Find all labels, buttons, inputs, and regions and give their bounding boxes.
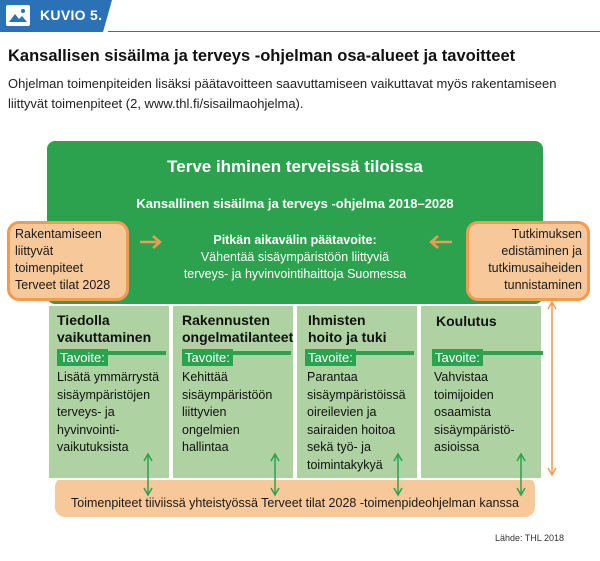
goal-text-line: sisäympäristö- xyxy=(434,422,515,437)
goal-text-line: hallintaa xyxy=(182,440,229,454)
column-title-line: vaikuttaminen xyxy=(57,329,152,345)
goal-label: Tavoite: xyxy=(57,349,108,366)
cooperation-text: Toimenpiteet tiiviissä yhteistyössä Terveet tilat 2028 -toimenpideohjelman kanssa xyxy=(71,496,519,510)
box-text-line: tunnistaminen xyxy=(504,278,582,292)
goal-text-line: toimijoiden xyxy=(434,387,494,402)
goal-text-line: Kehittää xyxy=(182,370,228,384)
main-title: Terve ihminen terveissä tiloissa xyxy=(167,157,423,176)
goal-text-line: hyvinvointi- xyxy=(57,422,120,437)
figure-subtitle: Ohjelman toimenpiteiden lisäksi päätavoitteen saavuttamiseen vaikuttavat myös rakentamiseen liittyvät toimenpiteet (2, www.thl.fi/sisailmaohjelma). xyxy=(8,76,557,111)
column-title-line: ongelmatilanteet xyxy=(182,329,294,345)
box-text-line: edistäminen ja xyxy=(501,244,582,258)
goal-text-line: liittyvien xyxy=(182,405,227,419)
source-note: Lähde: THL 2018 xyxy=(494,533,564,543)
arrow-right-icon xyxy=(140,236,160,248)
goal-text-line: sairaiden hoitoa xyxy=(307,422,396,437)
double-arrow-vertical-icon xyxy=(144,454,152,495)
program-name: Kansallinen sisäilma ja terveys -ohjelma 2018–2028 xyxy=(136,196,454,211)
box-text-line: Tutkimuksen xyxy=(511,227,582,241)
goal-text-line: osaamista xyxy=(434,405,491,419)
box-text-line: tutkimusaiheiden xyxy=(488,261,582,275)
goal-text-line: vaikutuksista xyxy=(57,440,129,454)
goal-text-line: Parantaa xyxy=(307,370,358,384)
column-title-line: Ihmisten xyxy=(308,312,366,328)
goal-line: terveys- ja hyvinvointihaittoja Suomessa xyxy=(183,267,407,281)
column-title-line: Tiedolla xyxy=(57,312,110,328)
box-text-line: Rakentamiseen xyxy=(15,227,102,241)
figure-number: KUVIO 5. xyxy=(40,7,103,23)
goal-text-line: toimintakykyä xyxy=(307,457,383,472)
goal-label: Tavoite: xyxy=(305,349,356,366)
goal-label: Tavoite: xyxy=(182,349,233,366)
goal-text-line: terveys- ja xyxy=(57,405,115,419)
goal-text-line: sisäympäristöissä xyxy=(307,387,406,402)
double-arrow-vertical-icon xyxy=(394,454,402,495)
box-text-line: Terveet tilat 2028 xyxy=(15,278,111,292)
goal-text-line: sisäympäristöjen xyxy=(57,387,151,402)
column-title-line: Koulutus xyxy=(436,313,497,329)
double-arrow-vertical-icon xyxy=(517,454,525,495)
goal-text-line: sisäympäristöön xyxy=(182,387,273,402)
goal-text-line: asioissa xyxy=(434,440,480,454)
box-text-line: toimenpiteet xyxy=(15,261,84,275)
goal-text-line: oireilevien ja xyxy=(307,405,377,419)
goal-text-line: ongelmien xyxy=(182,422,240,437)
double-arrow-vertical-icon xyxy=(548,302,556,475)
goal-text-line: sekä työ- ja xyxy=(307,440,371,454)
double-arrow-vertical-icon xyxy=(271,454,279,495)
column-title-line: hoito ja tuki xyxy=(308,329,387,345)
arrow-left-icon xyxy=(431,236,452,248)
box-text-line: liittyvät xyxy=(15,244,54,258)
goal-heading: Pitkän aikavälin päätavoite: xyxy=(213,233,377,247)
goal-line: Vähentää sisäympäristöön liittyviä xyxy=(200,250,390,264)
figure-title: Kansallisen sisäilma ja terveys -ohjelman osa-alueet ja tavoitteet xyxy=(8,47,516,65)
column-title-line: Rakennusten xyxy=(182,312,270,328)
goal-label: Tavoite: xyxy=(432,349,483,366)
goal-text-line: Vahvistaa xyxy=(434,370,488,384)
goal-text-line: Lisätä ymmärrystä xyxy=(57,370,160,384)
